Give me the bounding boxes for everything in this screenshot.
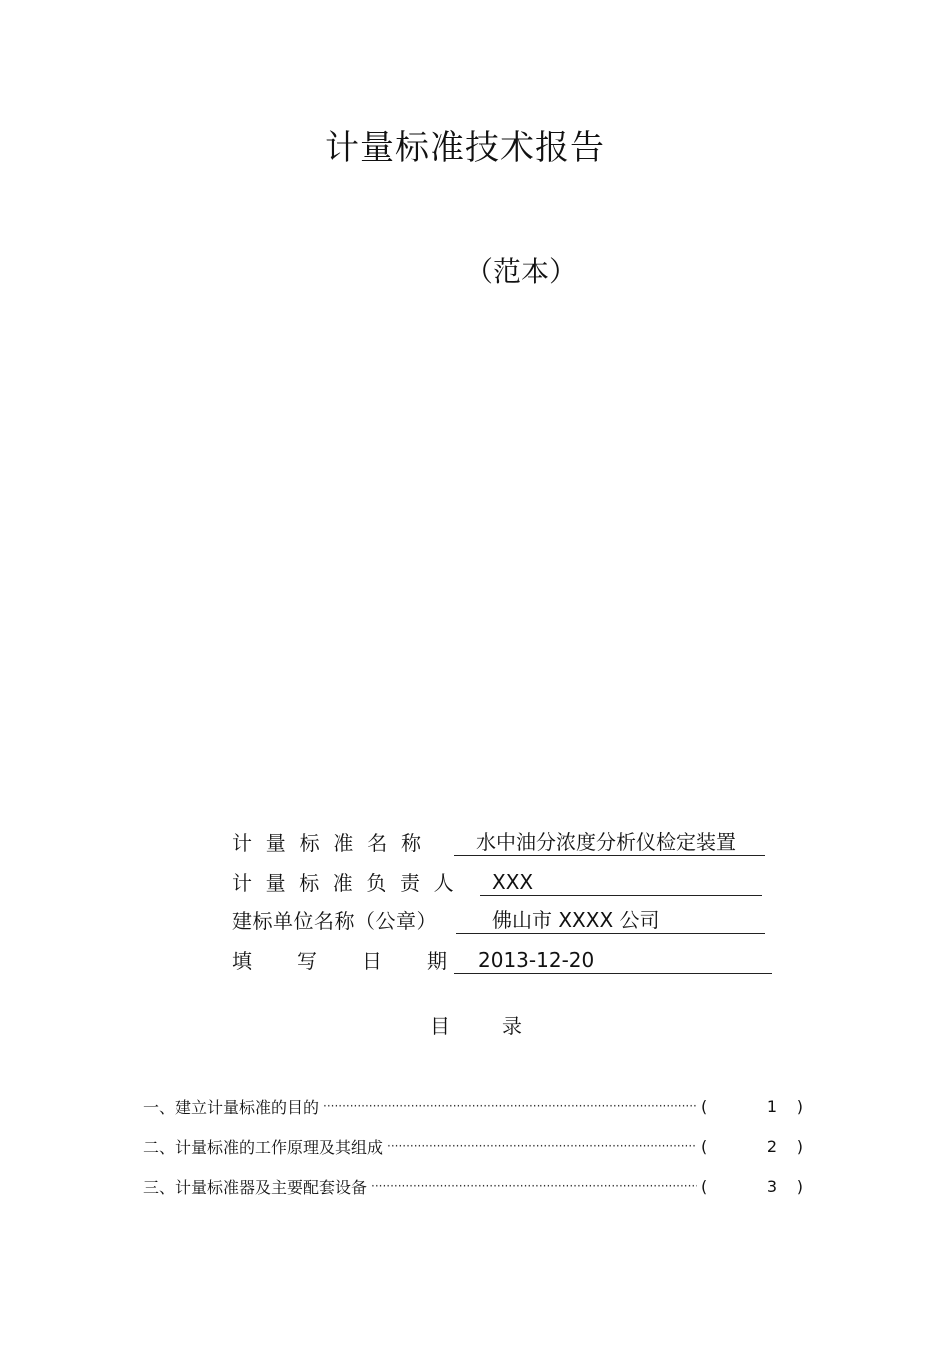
toc-item-label: 二、计量标准的工作原理及其组成 <box>143 1137 384 1157</box>
toc-open-paren: ( <box>701 1176 708 1196</box>
field-value: 水中油分浓度分析仪检定装置 <box>454 830 765 856</box>
toc-item-label: 三、计量标准器及主要配套设备 <box>143 1177 368 1197</box>
toc-open-paren: ( <box>701 1096 708 1116</box>
field-value: 佛山市 XXXX 公司 <box>456 908 765 934</box>
toc-page-number: 3 <box>766 1176 777 1196</box>
field-label: 填写日期 <box>232 949 492 973</box>
field-value: XXX <box>480 870 762 896</box>
field-label: 建标单位名称（公章） <box>232 909 437 933</box>
report-subtitle: （范本） <box>465 255 578 288</box>
toc-leader-dots <box>323 1099 697 1113</box>
toc-item-label: 一、建立计量标准的目的 <box>143 1097 320 1117</box>
toc-page-number: 2 <box>766 1136 777 1156</box>
toc-item[interactable] <box>143 1094 803 1118</box>
toc-leader-dots <box>387 1139 697 1153</box>
toc-item[interactable] <box>143 1174 803 1198</box>
toc-item[interactable] <box>143 1134 803 1158</box>
field-label: 计量标准名称 <box>232 831 435 855</box>
toc-close-paren: ) <box>796 1176 803 1196</box>
field-organization-name <box>232 904 765 934</box>
toc-title: 目录 <box>430 1014 574 1038</box>
field-standard-name <box>232 826 765 856</box>
field-label: 计量标准负责人 <box>232 871 468 895</box>
toc-page-number: 1 <box>766 1096 777 1116</box>
field-responsible-person <box>232 866 762 896</box>
field-fill-date <box>232 944 772 974</box>
toc-close-paren: ) <box>796 1136 803 1156</box>
field-value: 2013-12-20 <box>454 948 772 974</box>
toc-close-paren: ) <box>796 1096 803 1116</box>
toc-leader-dots <box>371 1179 697 1193</box>
report-title: 计量标准技术报告 <box>325 128 605 168</box>
toc-open-paren: ( <box>701 1136 708 1156</box>
